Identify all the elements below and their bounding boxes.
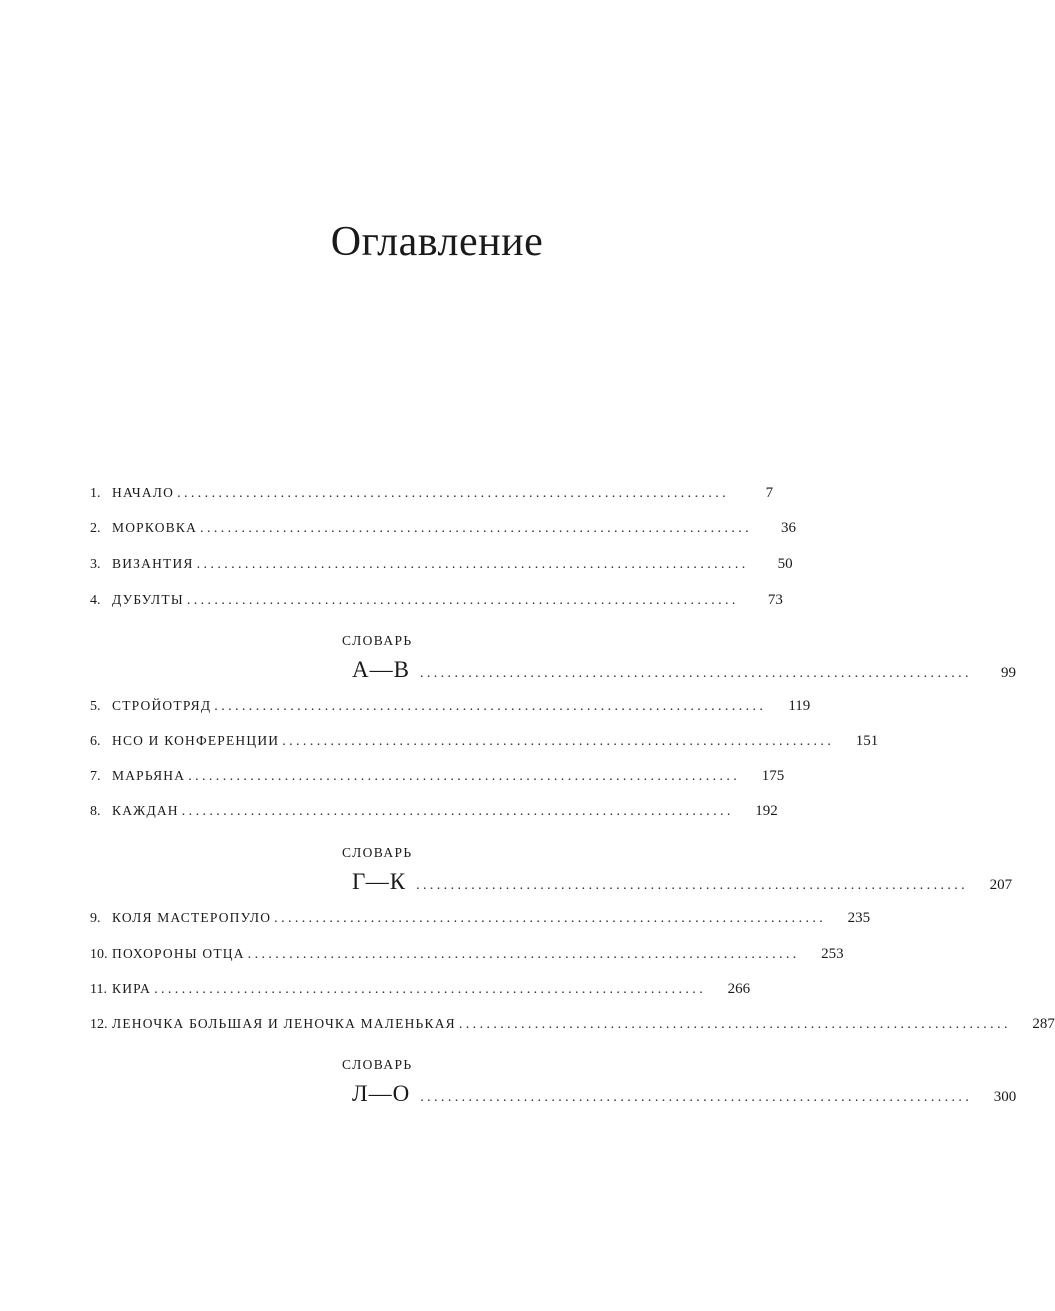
chapter-title: МОРКОВКА xyxy=(112,520,198,535)
chapter-title: СТРОЙОТРЯД xyxy=(112,698,212,713)
dictionary-heading: СЛОВАРЬ xyxy=(342,1057,413,1072)
toc-entry[interactable] xyxy=(90,485,774,507)
chapter-title: ДУБУЛТЫ xyxy=(112,592,184,607)
toc-entry[interactable] xyxy=(90,1016,1055,1038)
toc-entry[interactable] xyxy=(90,803,778,825)
chapter-title: НСО И КОНФЕРЕНЦИИ xyxy=(112,733,280,748)
dictionary-entry[interactable] xyxy=(352,657,1016,685)
dictionary-entry[interactable] xyxy=(352,869,1013,897)
chapter-title: ВИЗАНТИЯ xyxy=(112,556,194,571)
dictionary-range: Г—К xyxy=(352,869,407,894)
chapter-number: 6. xyxy=(90,734,101,749)
toc-entry[interactable] xyxy=(90,733,879,755)
page-number: 300 xyxy=(993,1089,1017,1105)
dictionary-range: Л—О xyxy=(352,1081,411,1106)
toc-entry[interactable] xyxy=(90,592,783,614)
page-number: 253 xyxy=(821,946,844,962)
chapter-number: 7. xyxy=(90,769,101,784)
toc-entry[interactable] xyxy=(90,768,785,790)
toc-entry[interactable] xyxy=(90,556,793,578)
page-number: 207 xyxy=(989,877,1013,893)
page-number: 119 xyxy=(788,698,811,714)
dictionary-range: А—В xyxy=(352,657,410,682)
dot-leader: ................................................................................ xyxy=(177,486,730,501)
page-number: 175 xyxy=(761,768,785,784)
page-number: 266 xyxy=(727,981,751,997)
dot-leader: ................................................................................ xyxy=(186,593,739,608)
dot-leader: ................................................................................ xyxy=(196,557,749,572)
dot-leader: ................................................................................ xyxy=(416,878,969,893)
page-number: 235 xyxy=(847,910,871,926)
page-number: 36 xyxy=(781,520,797,536)
dictionary-entry[interactable] xyxy=(352,1081,1017,1109)
chapter-title: КИРА xyxy=(112,981,152,996)
dot-leader: ................................................................................ xyxy=(181,804,734,819)
page-number: 50 xyxy=(777,556,793,572)
dot-leader: ................................................................................ xyxy=(458,1017,1011,1032)
chapter-number: 5. xyxy=(90,699,101,714)
chapter-title: ЛЕНОЧКА БОЛЬШАЯ И ЛЕНОЧКА МАЛЕНЬКАЯ xyxy=(112,1016,456,1031)
chapter-title: НАЧАЛО xyxy=(112,485,175,500)
page-number: 99 xyxy=(1000,665,1016,681)
chapter-number: 8. xyxy=(90,804,101,819)
chapter-title: МАРЬЯНА xyxy=(112,768,186,783)
dot-leader: ................................................................................ xyxy=(274,911,827,926)
toc-entry[interactable] xyxy=(90,910,871,932)
page-number: 73 xyxy=(767,592,783,608)
toc-entry[interactable] xyxy=(90,946,844,968)
chapter-number: 4. xyxy=(90,593,101,608)
page-number: 151 xyxy=(855,733,879,749)
dot-leader: ................................................................................ xyxy=(200,521,753,536)
chapter-number: 12. xyxy=(90,1017,108,1032)
page-number: 287 xyxy=(1032,1016,1055,1032)
dot-leader: ................................................................................ xyxy=(247,947,800,962)
dot-leader: ................................................................................ xyxy=(154,982,707,997)
chapter-number: 1. xyxy=(90,486,101,501)
dictionary-heading: СЛОВАРЬ xyxy=(342,845,413,860)
dot-leader: ................................................................................ xyxy=(188,769,741,784)
toc-entry[interactable] xyxy=(90,981,751,1003)
dot-leader: ................................................................................ xyxy=(214,699,767,714)
chapter-number: 9. xyxy=(90,911,101,926)
dictionary-heading: СЛОВАРЬ xyxy=(342,633,413,648)
chapter-number: 10. xyxy=(90,947,108,962)
chapter-number: 3. xyxy=(90,557,101,572)
chapter-title: КОЛЯ МАСТЕРОПУЛО xyxy=(112,910,272,925)
chapter-number: 11. xyxy=(90,982,107,997)
chapter-title: КАЖДАН xyxy=(112,803,179,818)
dot-leader: ................................................................................ xyxy=(282,734,835,749)
toc-entry[interactable] xyxy=(90,520,797,542)
dot-leader: ................................................................................ xyxy=(419,666,972,681)
chapter-number: 2. xyxy=(90,521,101,536)
page-title: Оглавление xyxy=(330,219,544,265)
page-number: 7 xyxy=(765,485,774,501)
toc-entry[interactable] xyxy=(90,698,811,720)
chapter-title: ПОХОРОНЫ ОТЦА xyxy=(112,946,245,961)
page-number: 192 xyxy=(755,803,778,819)
dot-leader: ................................................................................ xyxy=(420,1090,973,1105)
